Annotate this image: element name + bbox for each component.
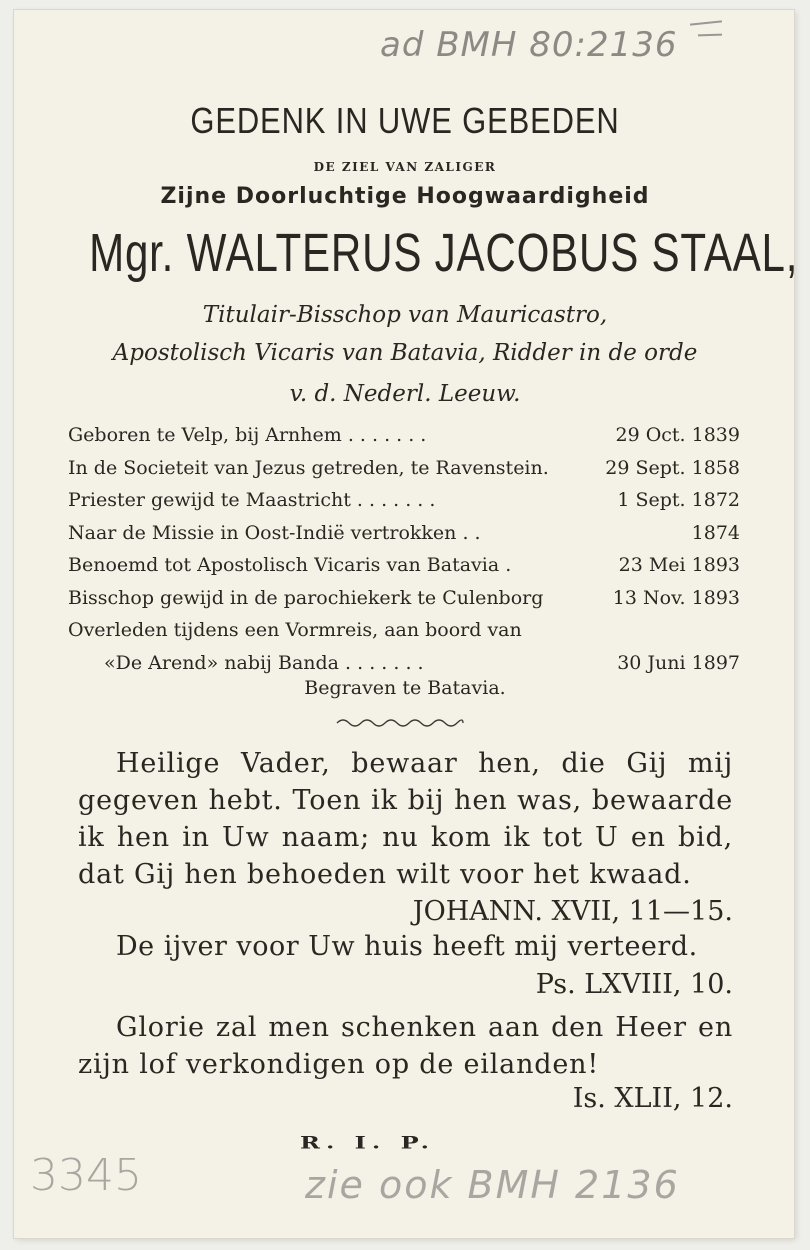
scripture-continuation: gegeven hebt. Toen ik bij hen was, bewaarde ik hen in Uw naam; nu kom ik tot U en bid, dat Gij hen behoeden wilt voor het kwaad. <box>78 785 733 890</box>
burial-line: Begraven te Batavia. <box>304 677 506 699</box>
life-events-list <box>68 419 740 679</box>
list-item <box>68 484 740 517</box>
event-text: Geboren te Velp, bij Arnhem . . . . . . . <box>68 424 427 446</box>
handwritten-reference-note: zie ook BMH 2136 <box>305 1163 680 1207</box>
scripture-passage-2: De ijver voor Uw huis heeft mij verteerd. <box>116 931 698 962</box>
event-date: 1874 <box>691 521 740 544</box>
office-line-2: Apostolisch Vicaris van Batavia, Ridder in de orde <box>112 340 698 366</box>
list-item <box>68 614 740 647</box>
list-item <box>68 517 740 550</box>
office-line-1: Titulair-Bisschop van Mauricastro, <box>202 302 608 328</box>
handwritten-number: 3345 <box>30 1150 142 1201</box>
handwritten-catalog-note: ad BMH 80:2136 <box>380 25 678 65</box>
ornament-divider <box>335 716 465 730</box>
event-date: 29 Oct. 1839 <box>615 424 740 446</box>
event-text: In de Societeit van Jezus getreden, te Ravenstein. <box>68 456 549 479</box>
scripture-passage-3 <box>78 1009 733 1083</box>
scripture-reference-1: JOHANN. XVII, 11—15. <box>412 896 733 927</box>
event-text: Priester gewijd te Maastricht . . . . . . . <box>68 489 436 511</box>
list-item <box>68 549 740 582</box>
event-text: Naar de Missie in Oost-Indië vertrokken . . <box>68 521 481 544</box>
list-item <box>68 582 740 615</box>
card-heading: GEDENK IN UWE GEBEDEN <box>190 100 620 141</box>
event-text: Bisschop gewijd in de parochiekerk te Culenborg <box>68 586 544 609</box>
office-line-3: v. d. Nederl. Leeuw. <box>289 381 521 407</box>
rip-inscription: R. I. P. <box>300 1132 436 1153</box>
soul-line: DE ZIEL VAN ZALIGER <box>313 160 497 174</box>
event-date: 1 Sept. 1872 <box>617 489 740 511</box>
scripture-continuation: en zijn lof verkondigen op de eilanden! <box>78 1012 734 1080</box>
event-text: Overleden tijdens een Vormreis, aan boord van <box>68 619 522 641</box>
scripture-reference-2: Ps. LXVIII, 10. <box>535 969 733 1000</box>
scripture-reference-3: Is. XLII, 12. <box>572 1083 733 1114</box>
list-item <box>68 647 740 680</box>
event-date: 30 Juni 1897 <box>617 651 740 674</box>
list-item <box>68 452 740 485</box>
event-date: 13 Nov. 1893 <box>612 586 740 609</box>
event-date: 29 Sept. 1858 <box>605 456 740 479</box>
event-text: Benoemd tot Apostolisch Vicaris van Batavia . <box>68 554 512 576</box>
list-item <box>68 419 740 452</box>
deceased-name: Mgr. WALTERUS JACOBUS STAAL, <box>89 223 799 283</box>
event-date: 23 Mei 1893 <box>618 554 740 576</box>
scripture-passage-1 <box>78 745 733 893</box>
scripture-first-line: Heilige Vader, bewaar hen, die Gij mij <box>116 748 733 779</box>
event-text: «De Arend» nabij Banda . . . . . . . <box>104 651 424 674</box>
scripture-first-line: Glorie zal men schenken aan den Heer <box>116 1012 687 1043</box>
honorific-title: Zijne Doorluchtige Hoogwaardigheid <box>160 184 650 209</box>
